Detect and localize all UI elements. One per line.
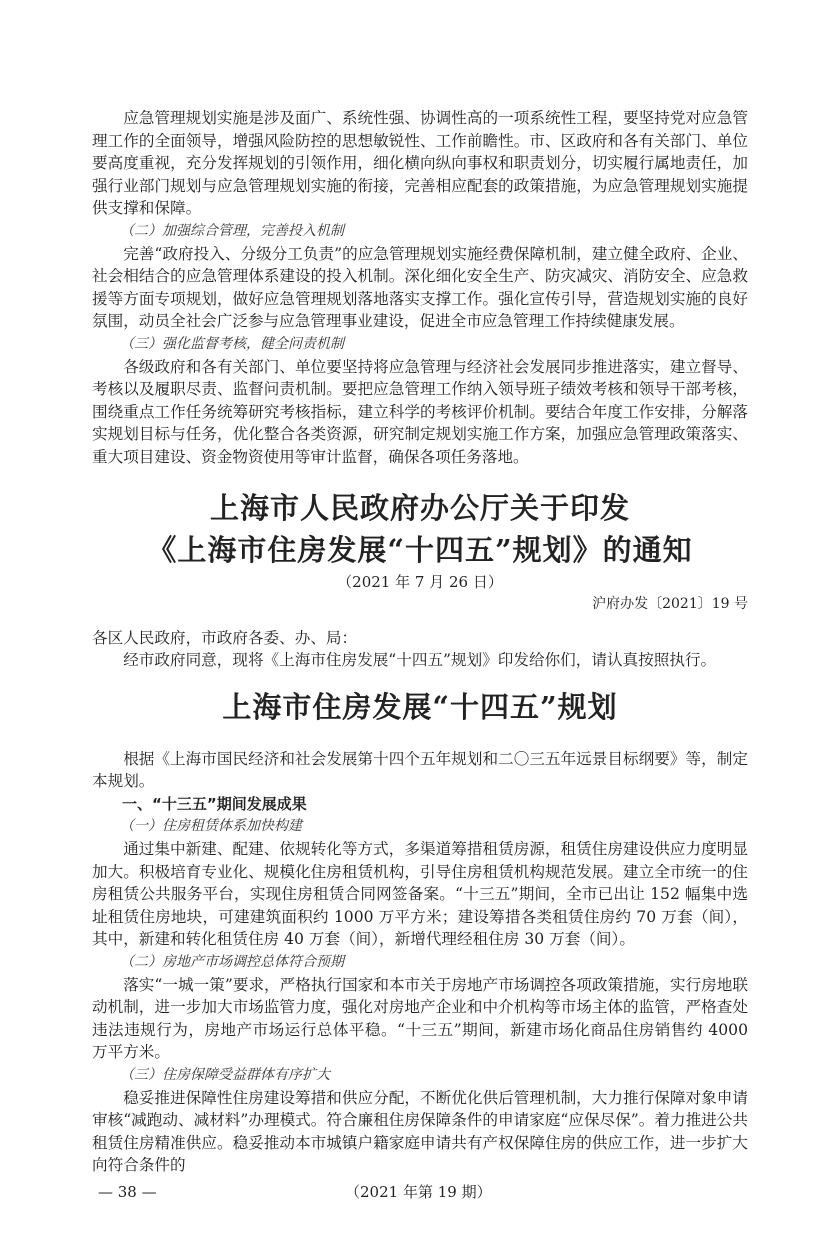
- paragraph: 通过集中新建、配建、依规转化等方式，多渠道筹措租赁房源，租赁住房建设供应力度明显加大。积极培育专业化、规模化住房租赁机构，引导住房租赁机构规范发展。建立全市统一的住房租赁公共服务平台，实现住房租赁合同网签备案。“十三五”期间，全市已出让 152 幅集中选址租赁住房地块，可建建筑面积约 1000 万平方米；建设筹措各类租赁住房约 70 万套（间），其中，新建和转化租赁住房 40 万套（间），新增代理经租住房 30 万套（间）。: [92, 840, 748, 949]
- notice-text: 经市政府同意，现将《上海市住房发展“十四五”规划》印发给你们，请认真按照执行。: [123, 651, 717, 670]
- page-footer: [92, 1181, 748, 1203]
- paragraph: 根据《上海市国民经济和社会发展第十四个五年规划和二〇三五年远景目标纲要》等，制定本规划。: [92, 749, 748, 791]
- notice-body: [92, 627, 748, 672]
- paragraph: 应急管理规划实施是涉及面广、系统性强、协调性高的一项系统性工程，要坚持党对应急管理工作的全面领导，增强风险防控的思想敏锐性、工作前瞻性。市、区政府和各有关部门、单位要高度重视，充分发挥规划的引领作用，细化横向纵向事权和职责划分，切实履行属地责任，加强行业部门规划与应急管理规划实施的衔接，完善相应配套的政策措施，为应急管理规划实施提供支撑和保障。: [92, 109, 748, 218]
- plan-title: 上海市住房发展“十四五”规划: [222, 689, 618, 724]
- notice-title-line1: 上海市人民政府办公厅关于印发: [209, 490, 630, 525]
- paragraph: 各级政府和各有关部门、单位要坚持将应急管理与经济社会发展同步推进落实，建立督导、考核以及履职尽责、监督问责机制。要把应急管理工作纳入领导班子绩效考核和领导干部考核，围绕重点工作任务统筹研究考核指标，建立科学的考核评价机制。要结合年度工作安排，分解落实规划目标与任务，优化整合各类资源，研究制定规划实施工作方案，加强应急管理政策落实、重大项目建设、资金物资使用等审计监督，确保各项任务落地。: [92, 357, 748, 466]
- page-number: — 38 —: [98, 1182, 157, 1201]
- doc-number: 沪府办发〔2021〕19 号: [592, 595, 748, 612]
- paragraph: 完善“政府投入、分级分工负责”的应急管理规划实施经费保障机制，建立健全政府、企业、社会相结合的应急管理体系建设的投入机制。深化细化安全生产、防灾减灾、消防安全、应急救援等方面专项规划，做好应急管理规划落地落实支撑工作。强化宣传引导，营造规划实施的良好氛围，动员全社会广泛参与应急管理事业建设，促进全市应急管理工作持续健康发展。: [92, 244, 748, 331]
- section-heading: （二）房地产市场调控总体符合预期: [120, 954, 344, 971]
- notice-date: （2021 年 7 月 26 日）: [337, 572, 503, 591]
- notice-title-line2: 《上海市住房发展“十四五”规划》的通知: [147, 532, 693, 567]
- section-heading: 一、“十三五”期间发展成果: [122, 794, 307, 813]
- plan-body: [92, 748, 748, 1177]
- paragraph: 稳妥推进保障性住房建设筹措和供应分配，不断优化供后管理机制，大力推行保障对象申请审核“减跑动、减材料”办理模式。符合廉租住房保障条件的申请家庭“应保尽保”。着力推进公共租赁住房精准供应。稳妥推动本市城镇户籍家庭申请共有产权保障住房的供应工作，进一步扩大向符合条件的: [92, 1088, 748, 1175]
- section-heading: （三）住房保障受益群体有序扩大: [120, 1067, 330, 1083]
- paragraph: 落实“一城一策”要求，严格执行国家和本市关于房地产市场调控各项政策措施，实行房地联动机制，进一步加大市场监管力度，强化对房地产企业和中介机构等市场主体的监管，严格查处违法违规行为，房地产市场运行总体平稳。“十三五”期间，新建市场化商品住房销售约 4000 万平方米。: [92, 975, 748, 1062]
- section-heading: （二）加强综合管理，完善投入机制: [120, 222, 344, 239]
- salutation: 各区人民政府，市政府各委、办、局：: [92, 628, 358, 647]
- section-top: [92, 107, 748, 469]
- issue-label: （2021 年第 19 期）: [345, 1182, 492, 1201]
- section-heading: （三）强化监督考核，健全问责机制: [120, 335, 344, 352]
- section-heading: （一）住房租赁体系加快构建: [120, 818, 302, 835]
